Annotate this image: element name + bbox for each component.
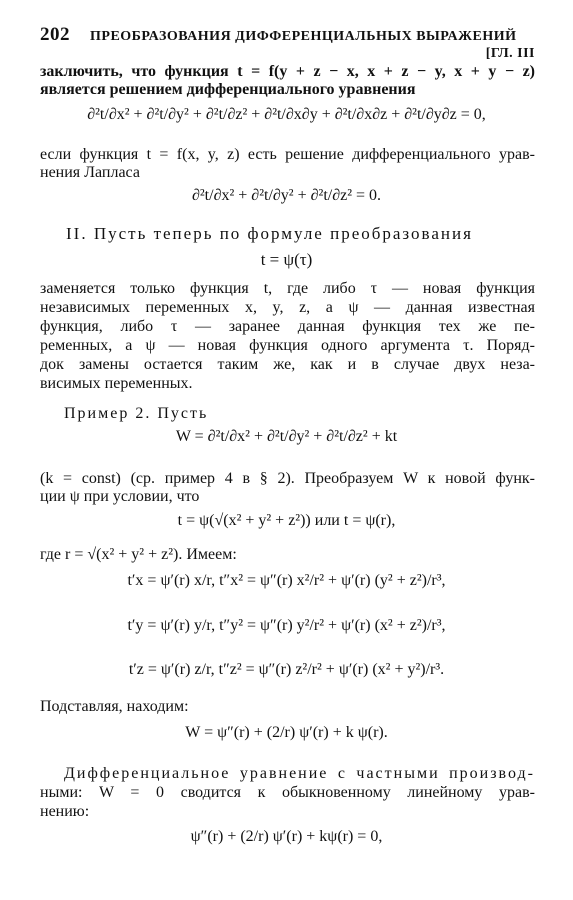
text-line: Пример 2. Пусть [64,405,209,422]
equation-3: t = ψ(τ) [260,250,313,269]
page-number: 202 [40,24,70,45]
equation-6: t′x = ψ′(r) x/r, t″x² = ψ″(r) x²/r² + ψ′(r) (y² + z²)/r³, [127,572,446,589]
text-line: ными: W = 0 сводится к обыкновенному линейному урав- [40,784,535,801]
equation-5: t = ψ(√(x² + y² + z²)) или t = ψ(r), [177,512,396,529]
text-line: ременных, а ψ — новая функция одного аргумента τ. Поряд- [40,337,535,354]
text-line: Подставляя, находим: [40,698,189,715]
text-line: независимых переменных x, y, z, а ψ — данная известная [40,299,535,316]
text-line: нению: [40,803,90,820]
text-line: является решением дифференциального уравнения [40,81,416,98]
text-line: висимых переменных. [40,375,193,392]
text-line: нения Лапласа [40,164,140,181]
text-line: (k = const) (ср. пример 4 в § 2). Преобразуем W к новой функ- [40,470,535,487]
text-line: заменяется только функция t, где либо τ — новая функция [40,280,535,297]
text-line: док замены остается таким же, как и в случае двух неза- [40,356,535,373]
text-line: функция, либо τ — заранее данная функция тех же пе- [40,318,535,335]
text-line: Дифференциальное уравнение с частными производ- [64,765,535,782]
equation-7: t′y = ψ′(r) y/r, t″y² = ψ″(r) y²/r² + ψ′(r) (x² + z²)/r³, [127,617,446,634]
equation-8: t′z = ψ′(r) z/r, t″z² = ψ″(r) z²/r² + ψ′(r) (x² + y²)/r³. [128,661,445,678]
chapter-label: [ГЛ. III [485,46,535,61]
running-header [40,24,535,62]
equation-1: ∂²t/∂x² + ∂²t/∂y² + ∂²t/∂z² + ∂²t/∂x∂y + ∂²t/∂x∂z + ∂²t/∂y∂z = 0, [87,106,486,123]
equation-4: W = ∂²t/∂x² + ∂²t/∂y² + ∂²t/∂z² + kt [175,428,398,445]
text-line: где r = √(x² + y² + z²). Имеем: [40,546,237,563]
equation-2: ∂²t/∂x² + ∂²t/∂y² + ∂²t/∂z² = 0. [191,187,382,204]
running-title: ПРЕОБРАЗОВАНИЯ ДИФФЕРЕНЦИАЛЬНЫХ ВЫРАЖЕНИЙ [90,29,517,44]
equation-10: ψ″(r) + (2/r) ψ′(r) + kψ(r) = 0, [190,828,383,845]
text-line: ции ψ при условии, что [40,488,200,505]
text-line: II. Пусть теперь по формуле преобразования [66,224,473,243]
text-line: заключить, что функция t = f(y + z − x, x + z − y, x + y − z) [40,63,535,80]
text-line: если функция t = f(x, y, z) есть решение дифференциального урав- [40,146,535,163]
equation-9: W = ψ″(r) + (2/r) ψ′(r) + k ψ(r). [185,724,388,741]
